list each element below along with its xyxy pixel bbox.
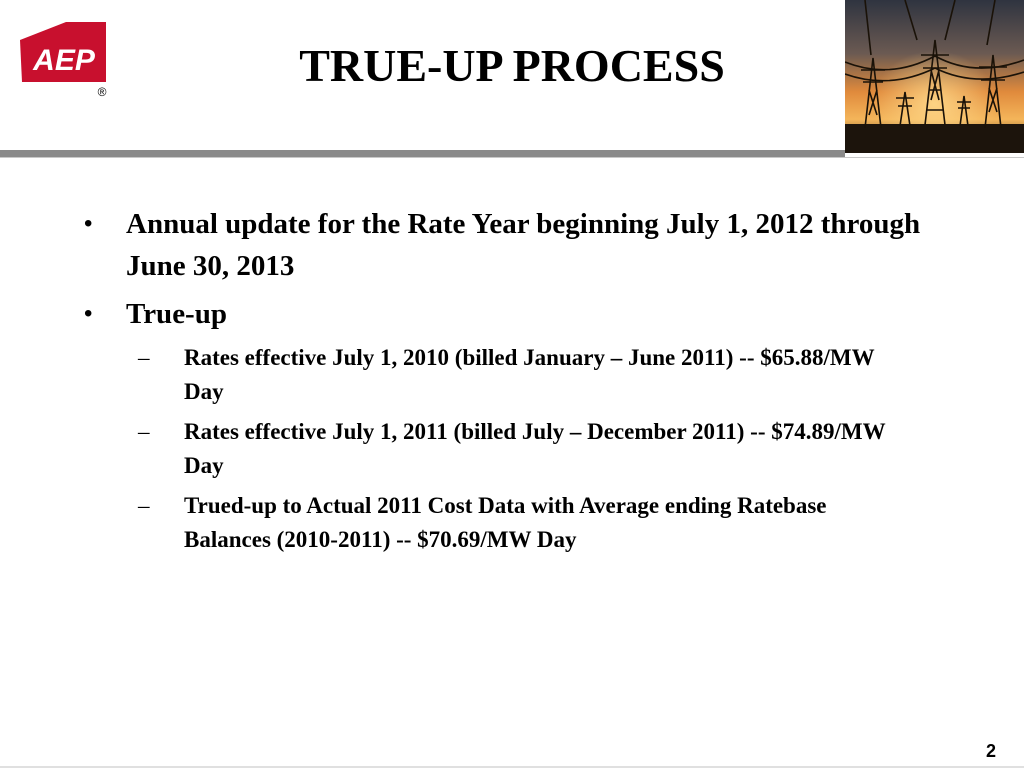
bullet-text: True-up — [126, 298, 227, 330]
sub-bullet-marker: – — [138, 419, 150, 444]
sub-bullet-text: Rates effective July 1, 2011 (billed July – December 2011) -- $74.89/MW Day — [184, 419, 886, 478]
logo-text: AEP — [33, 44, 95, 77]
bullet-marker: • — [84, 300, 93, 327]
bullet-marker: • — [84, 210, 93, 237]
aep-logo — [20, 22, 116, 98]
sub-bullet-text: Rates effective July 1, 2010 (billed January – June 2011) -- $65.88/MW Day — [184, 345, 875, 404]
bullet-text: Annual update for the Rate Year beginning July 1, 2012 through June 30, 2013 — [126, 208, 921, 282]
sub-bullet-item — [80, 489, 894, 557]
power-towers-image — [845, 0, 1024, 153]
bullet-item — [80, 203, 960, 287]
slide-content — [80, 203, 960, 563]
sub-bullet-marker: – — [138, 345, 150, 370]
sub-bullet-item — [80, 341, 894, 409]
slide-title: TRUE-UP PROCESS — [299, 40, 725, 91]
bullet-item — [80, 293, 960, 335]
sub-bullet-item — [80, 415, 894, 483]
page-number: 2 — [985, 741, 996, 761]
header-divider — [0, 150, 845, 157]
registered-mark: ® — [97, 85, 107, 98]
header-divider-light — [0, 157, 1024, 158]
sub-bullet-marker: – — [138, 493, 150, 518]
sub-bullet-text: Trued-up to Actual 2011 Cost Data with Average ending Ratebase Balances (2010-2011) -- $70.69/MW Day — [184, 493, 827, 552]
